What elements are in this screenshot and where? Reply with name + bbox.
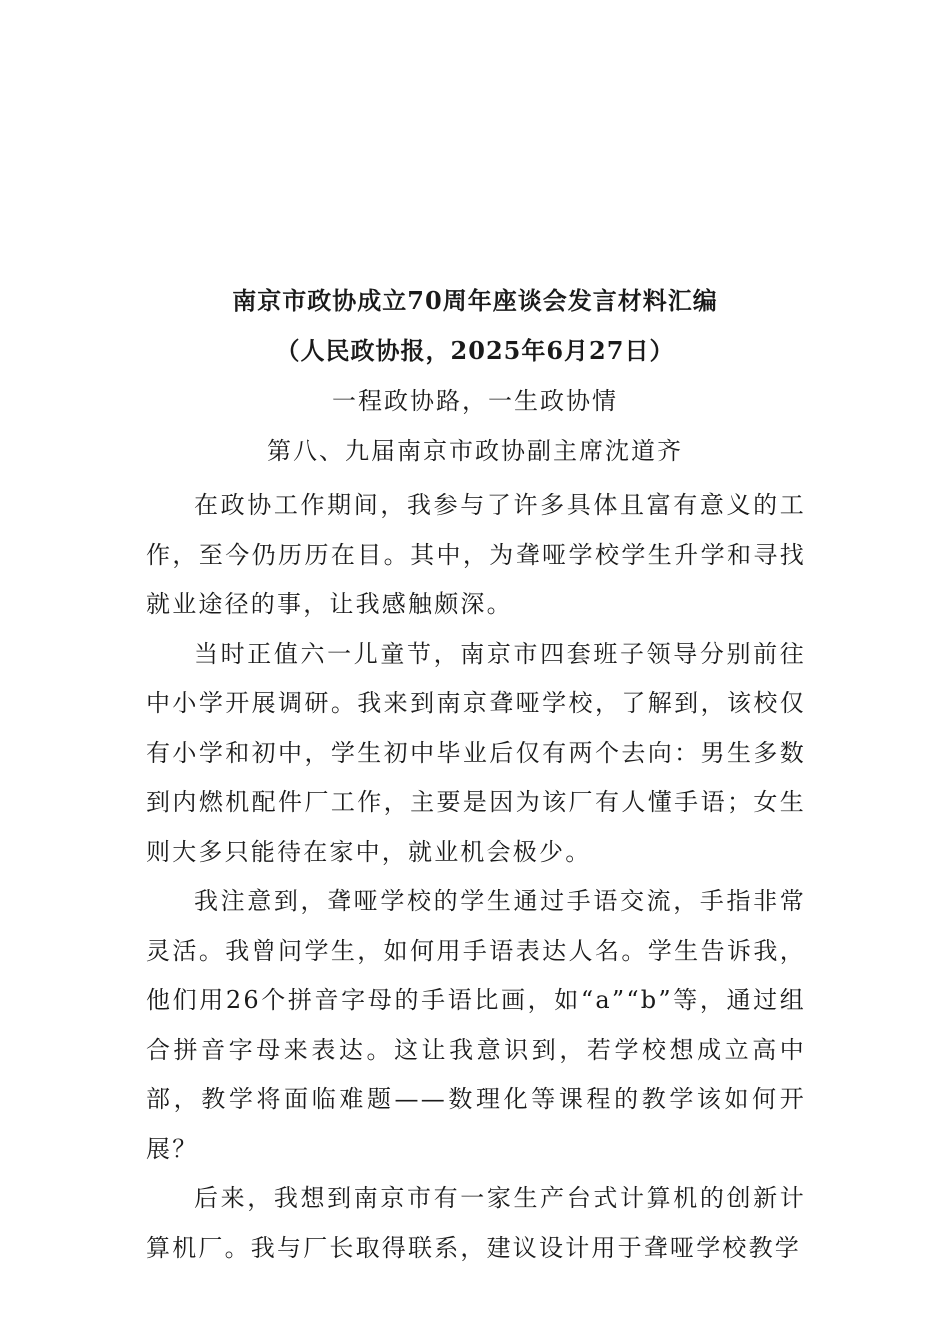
paragraph: 后来，我想到南京市有一家生产台式计算机的创新计算机厂。我与厂长取得联系，建议设计用于聋哑学校教学 [146, 1184, 806, 1262]
paragraph: 当时正值六一儿童节，南京市四套班子领导分别前往中小学开展调研。我来到南京聋哑学校，了解到，该校仅有小学和初中，学生初中毕业后仅有两个去向：男生多数到内燃机配件厂工作，主要是因为该厂有人懂手语；女生则大多只能待在家中，就业机会极少。 [146, 639, 806, 866]
author-line: 第八、九届南京市政协副主席沈道齐 [267, 437, 683, 465]
paragraph: 在政协工作期间，我参与了许多具体且富有意义的工作，至今仍历历在目。其中，为聋哑学校学生升学和寻找就业途径的事，让我感触颇深。 [146, 491, 806, 618]
article-title: 一程政协路，一生政协情 [332, 387, 618, 415]
article-body [146, 481, 806, 1273]
document-title: 南京市政协成立70周年座谈会发言材料汇编 [232, 286, 718, 315]
source-line: （人民政协报，2025年6月27日） [275, 336, 675, 365]
paragraph: 我注意到，聋哑学校的学生通过手语交流，手指非常灵活。我曾问学生，如何用手语表达人名。学生告诉我，他们用26个拼音字母的手语比画，如“a”“b”等，通过组合拼音字母来表达。这让我意识到，若学校想成立高中部，教学将面临难题——数理化等课程的教学该如何开展？ [146, 887, 806, 1163]
